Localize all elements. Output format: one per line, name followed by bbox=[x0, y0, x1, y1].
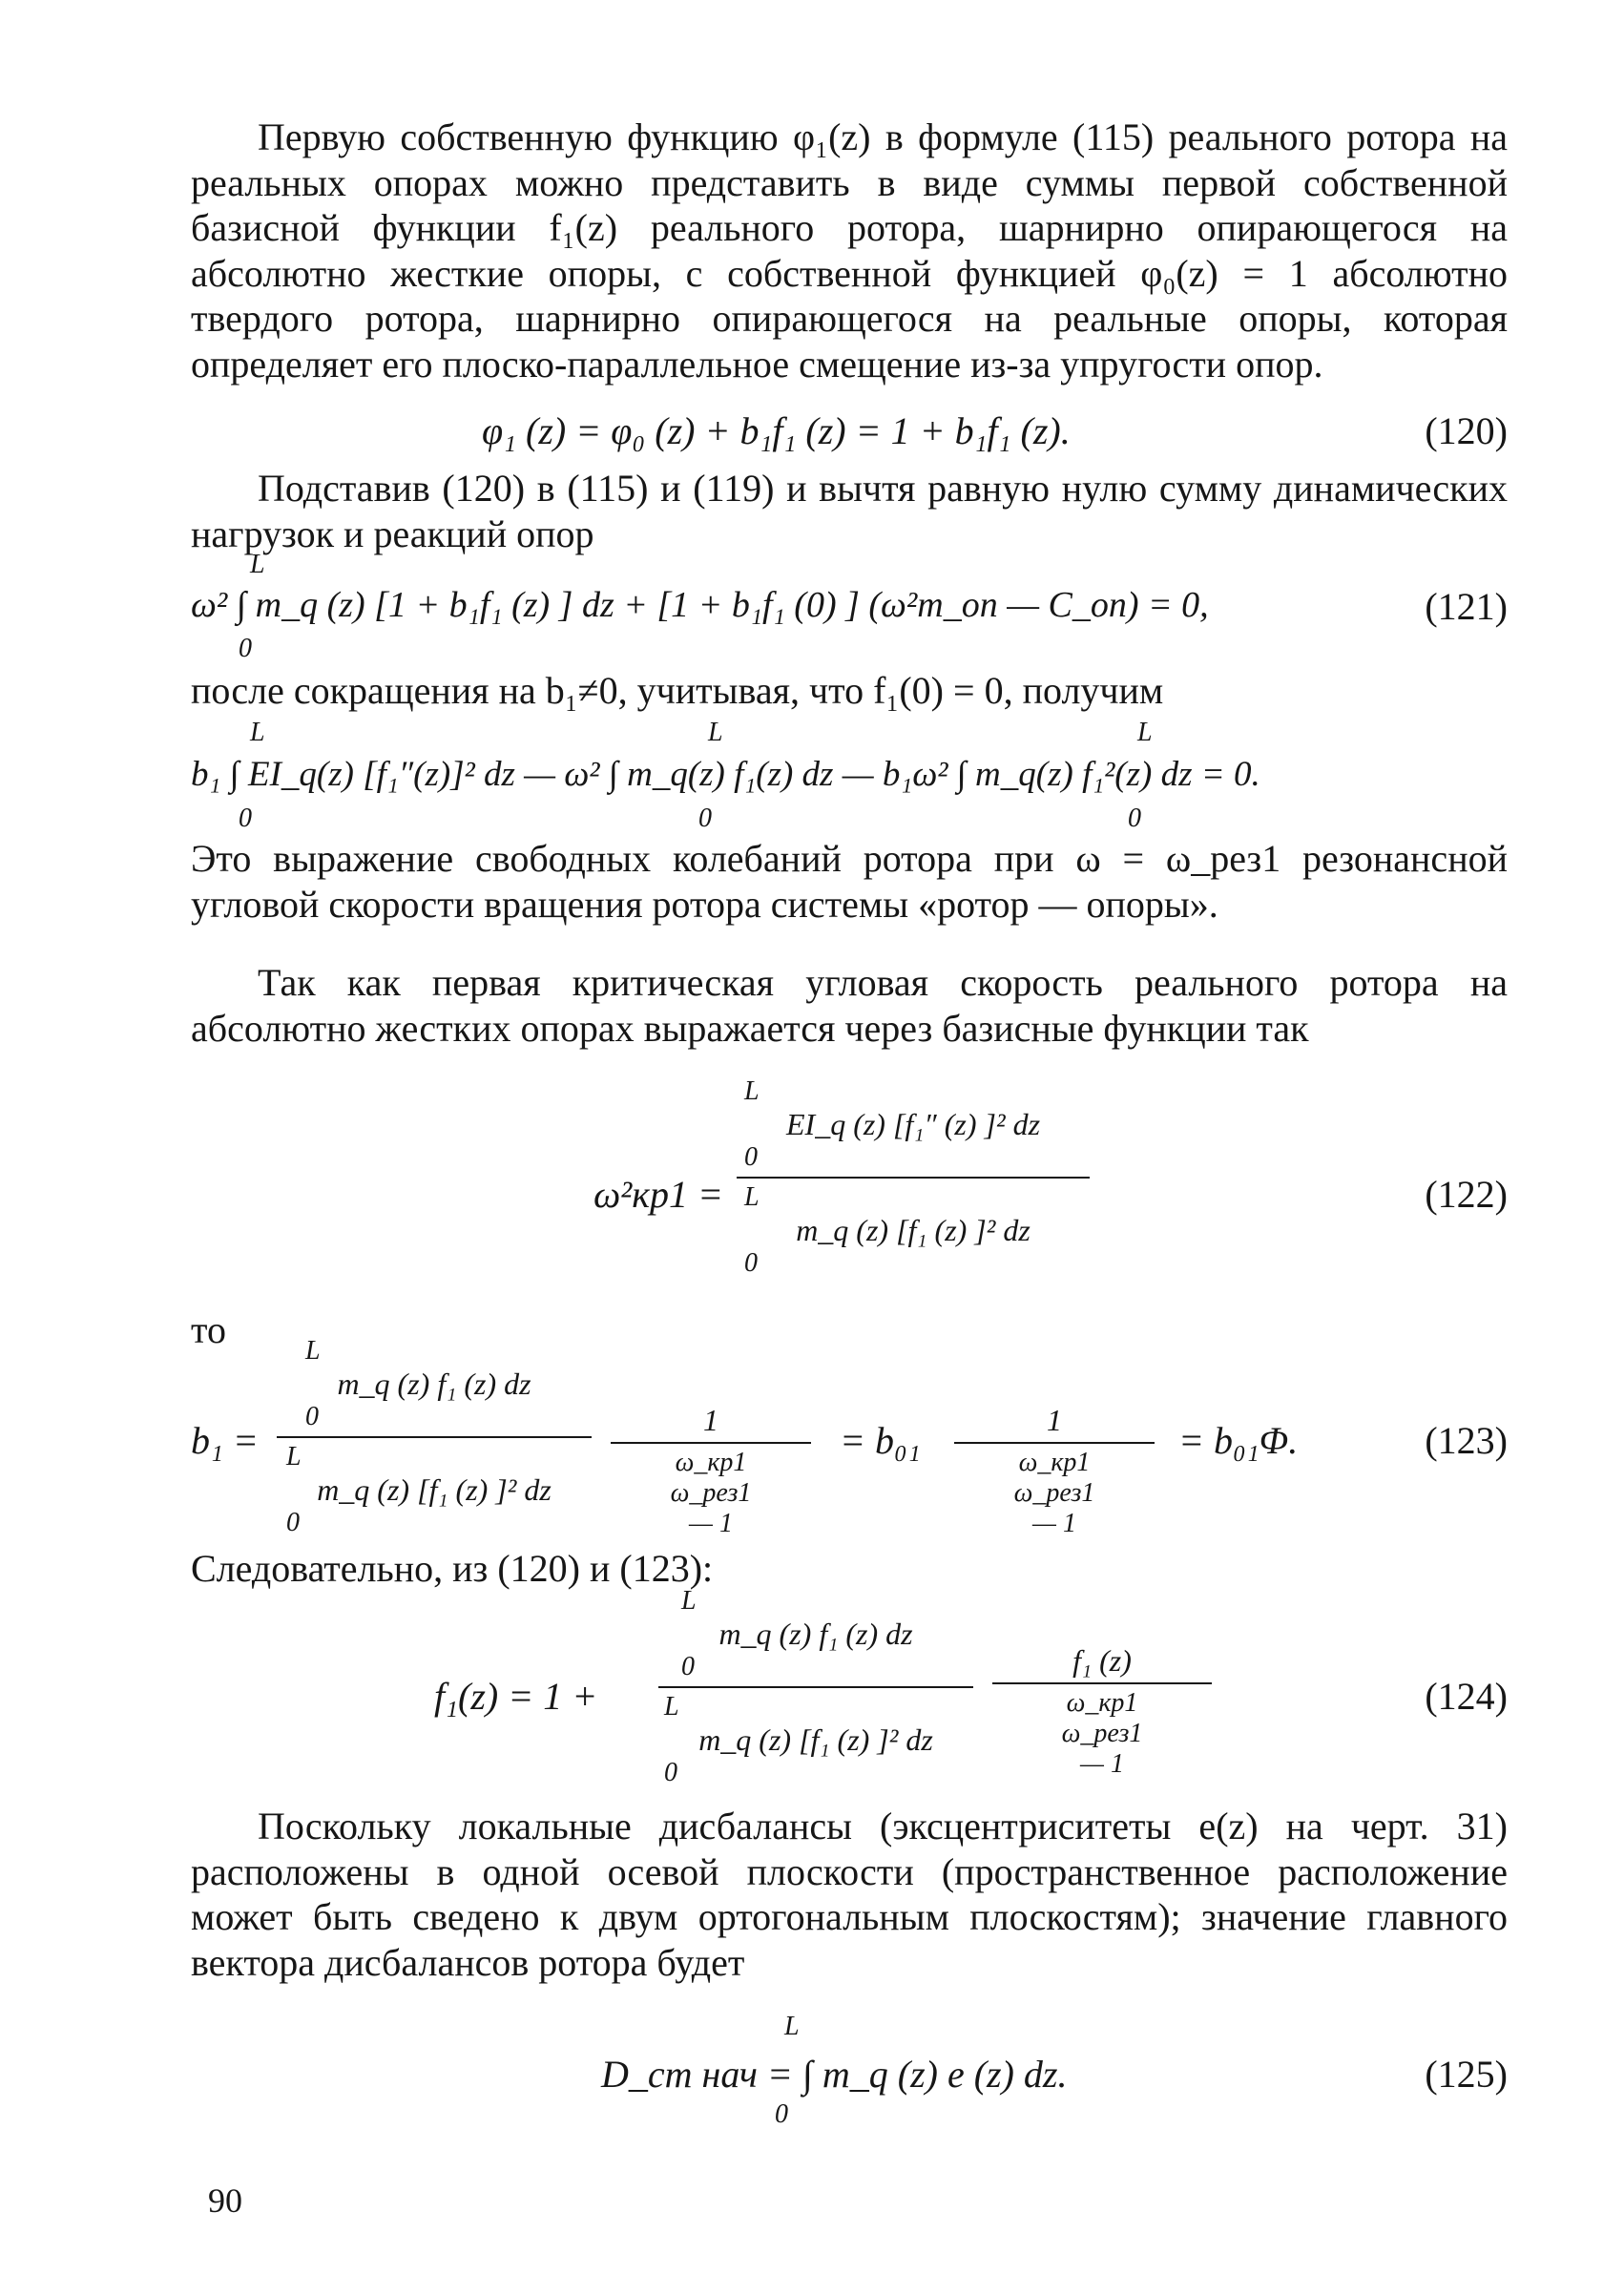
equation-number-125: (125) bbox=[1425, 2053, 1508, 2096]
integral-lower-limit: 0 bbox=[744, 1142, 758, 1172]
equation-122-fraction bbox=[737, 1076, 1090, 1279]
numerator-one: 1 bbox=[703, 1403, 718, 1437]
equation-122-left: ω²кр1 = bbox=[593, 1173, 723, 1216]
integral-upper-limit: L bbox=[681, 1586, 697, 1616]
minus-one: — 1 bbox=[689, 1509, 733, 1538]
ratio-kr1: ω_кр1 bbox=[1066, 1688, 1138, 1718]
equation-121: ω² ∫ m_q (z) [1 + b₁f₁ (z) ] dz + [1 + b₁f₁ (0) ] (ω²m_оп — C_оп) = 0, bbox=[191, 585, 1209, 625]
page-number: 90 bbox=[208, 2181, 242, 2220]
integral-lower-limit: 0 bbox=[775, 2099, 788, 2129]
paragraph-2: Подставив (120) в (115) и (119) и вычтя равную нулю сумму динамических нагрузок и реакций опор bbox=[191, 467, 1508, 555]
integral-upper-limit: L bbox=[744, 1182, 760, 1212]
integral-upper-limit: L bbox=[744, 1076, 760, 1106]
numerator-f1: f₁ (z) bbox=[1072, 1643, 1132, 1678]
equation-123-fraction bbox=[277, 1336, 592, 1538]
ratio-rez1: ω_рез1 bbox=[1013, 1478, 1095, 1508]
integral-upper-limit: L bbox=[664, 1692, 679, 1722]
integral-upper-limit: L bbox=[708, 718, 723, 747]
integral-lower-limit: 0 bbox=[664, 1758, 677, 1787]
equation-124-numerator: m_q (z) f₁ (z) dz bbox=[718, 1617, 913, 1651]
equation-123-left: b₁ = bbox=[191, 1419, 259, 1462]
equation-unnumbered: b₁ ∫ EI_q(z) [f₁″(z)]² dz — ω² ∫ m_q(z) f₁(z) dz — b₁ω² ∫ m_q(z) f₁²(z) dz = 0. bbox=[191, 755, 1260, 794]
equation-number-124: (124) bbox=[1425, 1675, 1508, 1718]
integral-lower-limit: 0 bbox=[239, 804, 252, 833]
numerator-one: 1 bbox=[1047, 1403, 1062, 1437]
fraction-bar bbox=[737, 1177, 1090, 1179]
ratio-rez1: ω_рез1 bbox=[670, 1478, 752, 1508]
equation-124-denominator: m_q (z) [f₁ (z) ]² dz bbox=[698, 1722, 933, 1757]
equation-125: D_ст нач = ∫ m_q (z) e (z) dz. bbox=[601, 2053, 1068, 2096]
integral-upper-limit: L bbox=[305, 1336, 321, 1366]
equation-122-denominator: m_q (z) [f₁ (z) ]² dz bbox=[796, 1213, 1030, 1247]
integral-upper-limit: L bbox=[784, 2012, 800, 2041]
ratio-rez1: ω_рез1 bbox=[1061, 1719, 1143, 1748]
integral-lower-limit: 0 bbox=[286, 1508, 300, 1537]
fraction-bar bbox=[954, 1442, 1155, 1444]
equation-123-denominator: m_q (z) [f₁ (z) ]² dz bbox=[317, 1472, 552, 1507]
equation-123-right: = b₀₁Φ. bbox=[1178, 1419, 1299, 1462]
equation-124-ratio bbox=[992, 1643, 1212, 1780]
equation-123-ratio-2 bbox=[954, 1403, 1155, 1539]
integral-lower-limit: 0 bbox=[305, 1402, 319, 1431]
equation-number-123: (123) bbox=[1425, 1419, 1508, 1462]
paragraph-6: Следовательно, из (120) и (123): bbox=[191, 1547, 714, 1590]
ratio-kr1: ω_кр1 bbox=[1018, 1448, 1091, 1477]
integral-upper-limit: L bbox=[250, 550, 265, 579]
equation-124-fraction bbox=[658, 1586, 973, 1788]
paragraph-4: Это выражение свободных колебаний ротора при ω = ω_рез1 резонансной угловой скорости вращения ротора системы «ротор — опоры». bbox=[191, 837, 1508, 926]
equation-120: φ₁ (z) = φ₀ (z) + b₁f₁ (z) = 1 + b₁f₁ (z). bbox=[482, 409, 1071, 452]
integral-upper-limit: L bbox=[250, 718, 265, 747]
integral-lower-limit: 0 bbox=[744, 1248, 758, 1278]
paragraph-3: после сокращения на b₁≠0, учитывая, что f₁(0) = 0, получим bbox=[191, 669, 1164, 712]
fraction-bar bbox=[992, 1682, 1212, 1684]
integral-lower-limit: 0 bbox=[1128, 804, 1141, 833]
integral-lower-limit: 0 bbox=[698, 804, 712, 833]
equation-number-120: (120) bbox=[1425, 409, 1508, 452]
integral-upper-limit: L bbox=[1137, 718, 1153, 747]
minus-one: — 1 bbox=[1080, 1749, 1124, 1779]
ratio-kr1: ω_кр1 bbox=[675, 1448, 747, 1477]
minus-one: — 1 bbox=[1032, 1509, 1076, 1538]
paragraph-5: Так как первая критическая угловая скорость реального ротора на абсолютно жестких опорах выражается через базисные функции так bbox=[191, 961, 1508, 1050]
fraction-bar bbox=[611, 1442, 811, 1444]
equation-number-122: (122) bbox=[1425, 1173, 1508, 1216]
integral-lower-limit: 0 bbox=[681, 1652, 695, 1681]
integral-upper-limit: L bbox=[286, 1442, 302, 1472]
paragraph-1: Первую собственную функцию φ₁(z) в формуле (115) реального ротора на реальных опорах можно представить в виде суммы первой собственной базисной функции f₁(z) реального ротора, шарнирно опирающегося на абсолютно жесткие опоры, с собственной функцией φ₀(z) = 1 абсолютно твердого ротора, шарнирно опирающегося на реальные опоры, которая определяет его плоско-параллельное смещение из-за упругости опор. bbox=[191, 115, 1508, 386]
paragraph-7: Поскольку локальные дисбалансы (эксцентриситеты e(z) на черт. 31) расположены в одной осевой плоскости (пространственное расположение может быть сведено к двум ортогональным плоскостям); значение главного вектора дисбалансов ротора будет bbox=[191, 1805, 1508, 1984]
equation-number-121: (121) bbox=[1425, 585, 1508, 628]
word-to: то bbox=[191, 1308, 226, 1351]
fraction-bar bbox=[658, 1686, 973, 1688]
equation-123-ratio-1 bbox=[611, 1403, 811, 1539]
fraction-bar bbox=[277, 1436, 592, 1438]
equation-123-numerator: m_q (z) f₁ (z) dz bbox=[337, 1367, 531, 1401]
equation-124-left: f₁(z) = 1 + bbox=[434, 1675, 598, 1718]
equation-123-mid: = b₀₁ bbox=[840, 1419, 921, 1462]
equation-122-numerator: EI_q (z) [f₁″ (z) ]² dz bbox=[785, 1107, 1041, 1141]
integral-lower-limit: 0 bbox=[239, 634, 252, 663]
